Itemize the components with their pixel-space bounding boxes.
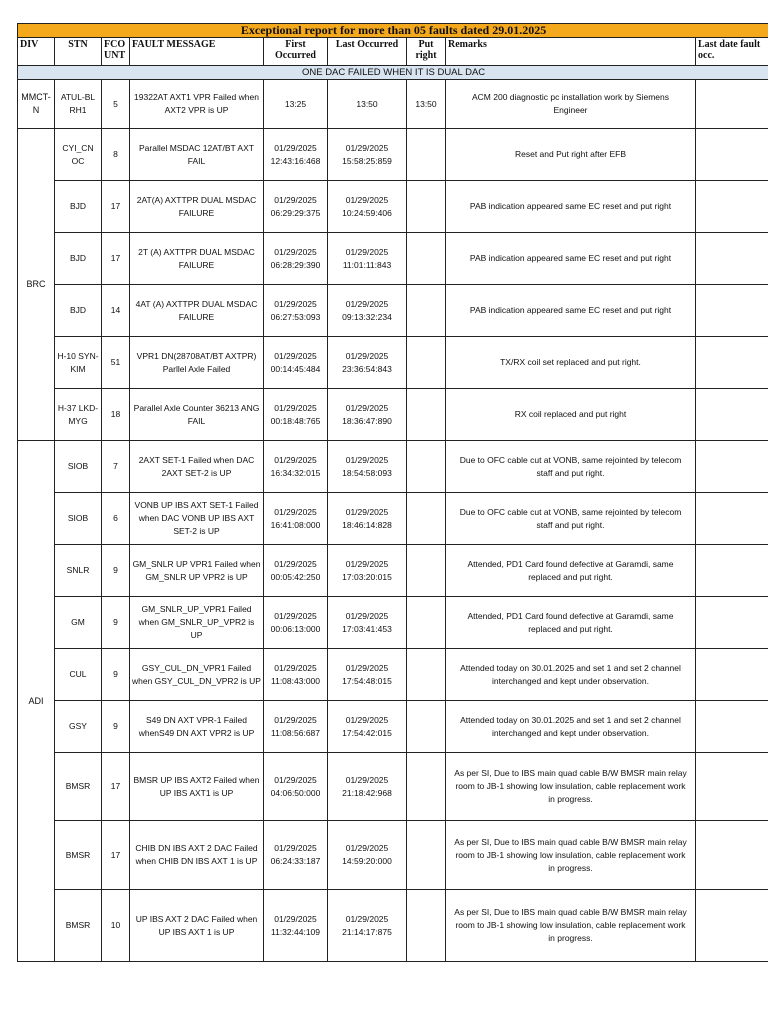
report-title-row: [18, 24, 768, 38]
fault-row: [18, 545, 768, 597]
station-cell: SIOB: [55, 493, 102, 545]
fault-row: [18, 337, 768, 389]
station-cell: CUL: [55, 649, 102, 701]
fco-unit-cell: 9: [102, 701, 130, 753]
fault-message-cell: CHIB DN IBS AXT 2 DAC Failed when CHIB DN IBS AXT 1 is UP: [130, 821, 264, 890]
first-occurred-cell: 01/29/2025 11:08:56:687: [264, 701, 328, 753]
last-occurred-cell: 01/29/2025 14:59:20:000: [328, 821, 407, 890]
put-right-cell: [407, 753, 446, 821]
fault-row: [18, 890, 768, 962]
last-occurred-cell: 01/29/2025 15:58:25:859: [328, 129, 407, 181]
last-occurred-cell: 01/29/2025 18:46:14:828: [328, 493, 407, 545]
remarks-cell: Attended today on 30.01.2025 and set 1 and set 2 channel interchanged and kept under observation.: [446, 701, 696, 753]
fco-unit-cell: 8: [102, 129, 130, 181]
remarks-cell: As per SI, Due to IBS main quad cable B/W BMSR main relay room to JB-1 showing low insulation, cable replacement work in progress.: [446, 753, 696, 821]
remarks-cell: As per SI, Due to IBS main quad cable B/W BMSR main relay room to JB-1 showing low insulation, cable replacement work in progress.: [446, 821, 696, 890]
remarks-cell: Due to OFC cable cut at VONB, same rejointed by telecom staff and put right.: [446, 441, 696, 493]
put-right-cell: [407, 890, 446, 962]
fault-row: [18, 389, 768, 441]
fault-message-cell: 4AT (A) AXTTPR DUAL MSDAC FAILURE: [130, 285, 264, 337]
last-date-cell: [696, 493, 768, 545]
last-date-cell: [696, 597, 768, 649]
last-date-cell: [696, 545, 768, 597]
fault-row: [18, 701, 768, 753]
fco-unit-cell: 9: [102, 597, 130, 649]
fault-row: [18, 493, 768, 545]
fault-row: [18, 649, 768, 701]
first-occurred-cell: 01/29/2025 06:27:53:093: [264, 285, 328, 337]
last-date-cell: [696, 649, 768, 701]
first-occurred-cell: 01/29/2025 00:18:48:765: [264, 389, 328, 441]
fco-unit-cell: 17: [102, 233, 130, 285]
header-fco-unt: FCO UNT: [102, 38, 130, 66]
header-stn: STN: [55, 38, 102, 66]
header-fault-message: FAULT MESSAGE: [130, 38, 264, 66]
last-occurred-cell: 01/29/2025 18:54:58:093: [328, 441, 407, 493]
fco-unit-cell: 17: [102, 821, 130, 890]
last-occurred-cell: 01/29/2025 17:03:20:015: [328, 545, 407, 597]
remarks-cell: RX coil replaced and put right: [446, 389, 696, 441]
fco-unit-cell: 17: [102, 753, 130, 821]
fco-unit-cell: 51: [102, 337, 130, 389]
remarks-cell: ACM 200 diagnostic pc installation work by Siemens Engineer: [446, 80, 696, 129]
last-occurred-cell: 01/29/2025 17:54:48:015: [328, 649, 407, 701]
fault-row: [18, 597, 768, 649]
division-cell: MMCT-N: [18, 80, 55, 129]
header-last-occurred: Last Occurred: [328, 38, 407, 66]
first-occurred-cell: 01/29/2025 00:14:45:484: [264, 337, 328, 389]
last-occurred-cell: 01/29/2025 10:24:59:406: [328, 181, 407, 233]
put-right-cell: [407, 389, 446, 441]
fco-unit-cell: 10: [102, 890, 130, 962]
remarks-cell: PAB indication appeared same EC reset and put right: [446, 285, 696, 337]
last-occurred-cell: 01/29/2025 17:54:42:015: [328, 701, 407, 753]
first-occurred-cell: 01/29/2025 00:05:42:250: [264, 545, 328, 597]
remarks-cell: Attended today on 30.01.2025 and set 1 and set 2 channel interchanged and kept under observation.: [446, 649, 696, 701]
last-date-cell: [696, 890, 768, 962]
fault-message-cell: S49 DN AXT VPR-1 Failed whenS49 DN AXT VPR2 is UP: [130, 701, 264, 753]
station-cell: BJD: [55, 181, 102, 233]
fault-message-cell: GM_SNLR_UP_VPR1 Failed when GM_SNLR_UP_VPR2 is UP: [130, 597, 264, 649]
header-div: DIV: [18, 38, 55, 66]
header-last-date-fault: Last date fault occ.: [696, 38, 768, 66]
first-occurred-cell: 01/29/2025 00:06:13:000: [264, 597, 328, 649]
fault-message-cell: BMSR UP IBS AXT2 Failed when UP IBS AXT1 is UP: [130, 753, 264, 821]
subheader-row: [18, 66, 768, 80]
fco-unit-cell: 17: [102, 181, 130, 233]
first-occurred-cell: 01/29/2025 06:28:29:390: [264, 233, 328, 285]
fault-message-cell: VPR1 DN(28708AT/BT AXTPR) Parllel Axle Failed: [130, 337, 264, 389]
last-date-cell: [696, 701, 768, 753]
last-occurred-cell: 01/29/2025 11:01:11:843: [328, 233, 407, 285]
first-occurred-cell: 01/29/2025 06:29:29:375: [264, 181, 328, 233]
fault-message-cell: UP IBS AXT 2 DAC Failed when UP IBS AXT 1 is UP: [130, 890, 264, 962]
put-right-cell: [407, 649, 446, 701]
fault-message-cell: 2T (A) AXTTPR DUAL MSDAC FAILURE: [130, 233, 264, 285]
report-title: Exceptional report for more than 05 faults dated 29.01.2025: [18, 24, 768, 38]
last-date-cell: [696, 181, 768, 233]
last-date-cell: [696, 285, 768, 337]
first-occurred-cell: 01/29/2025 04:06:50:000: [264, 753, 328, 821]
put-right-cell: [407, 545, 446, 597]
first-occurred-cell: 01/29/2025 16:34:32:015: [264, 441, 328, 493]
last-date-cell: [696, 129, 768, 181]
header-put-right: Put right: [407, 38, 446, 66]
header-row: [18, 38, 768, 66]
last-occurred-cell: 01/29/2025 21:14:17:875: [328, 890, 407, 962]
fault-report-table: [17, 23, 768, 962]
station-cell: H-10 SYN-KIM: [55, 337, 102, 389]
subheader-text: ONE DAC FAILED WHEN IT IS DUAL DAC: [18, 66, 768, 80]
last-date-cell: [696, 441, 768, 493]
fco-unit-cell: 18: [102, 389, 130, 441]
station-cell: ATUL-BL RH1: [55, 80, 102, 129]
first-occurred-cell: 01/29/2025 06:24:33:187: [264, 821, 328, 890]
last-occurred-cell: 01/29/2025 09:13:32:234: [328, 285, 407, 337]
remarks-cell: As per SI, Due to IBS main quad cable B/W BMSR main relay room to JB-1 showing low insulation, cable replacement work in progress.: [446, 890, 696, 962]
station-cell: GSY: [55, 701, 102, 753]
first-occurred-cell: 01/29/2025 11:08:43:000: [264, 649, 328, 701]
station-cell: BMSR: [55, 753, 102, 821]
fault-row: [18, 285, 768, 337]
remarks-cell: TX/RX coil set replaced and put right.: [446, 337, 696, 389]
remarks-cell: PAB indication appeared same EC reset and put right: [446, 181, 696, 233]
last-date-cell: [696, 753, 768, 821]
put-right-cell: [407, 285, 446, 337]
station-cell: SIOB: [55, 441, 102, 493]
last-date-cell: [696, 821, 768, 890]
put-right-cell: [407, 129, 446, 181]
fault-message-cell: GM_SNLR UP VPR1 Failed when GM_SNLR UP VPR2 is UP: [130, 545, 264, 597]
put-right-cell: 13:50: [407, 80, 446, 129]
fco-unit-cell: 9: [102, 545, 130, 597]
put-right-cell: [407, 441, 446, 493]
remarks-cell: PAB indication appeared same EC reset and put right: [446, 233, 696, 285]
remarks-cell: Attended, PD1 Card found defective at Garamdi, same replaced and put right.: [446, 597, 696, 649]
put-right-cell: [407, 181, 446, 233]
header-remarks: Remarks: [446, 38, 696, 66]
last-occurred-cell: 01/29/2025 17:03:41:453: [328, 597, 407, 649]
last-occurred-cell: 01/29/2025 21:18:42:968: [328, 753, 407, 821]
fco-unit-cell: 9: [102, 649, 130, 701]
first-occurred-cell: 13:25: [264, 80, 328, 129]
remarks-cell: Attended, PD1 Card found defective at Garamdi, same replaced and put right.: [446, 545, 696, 597]
station-cell: CYI_CN OC: [55, 129, 102, 181]
first-occurred-cell: 01/29/2025 16:41:08:000: [264, 493, 328, 545]
last-date-cell: [696, 80, 768, 129]
station-cell: GM: [55, 597, 102, 649]
fault-row: [18, 441, 768, 493]
station-cell: H-37 LKD-MYG: [55, 389, 102, 441]
fault-row: [18, 80, 768, 129]
division-cell: BRC: [18, 129, 55, 441]
fco-unit-cell: 14: [102, 285, 130, 337]
fco-unit-cell: 7: [102, 441, 130, 493]
last-occurred-cell: 13:50: [328, 80, 407, 129]
last-date-cell: [696, 389, 768, 441]
fco-unit-cell: 5: [102, 80, 130, 129]
fault-message-cell: Parallel Axle Counter 36213 ANG FAIL: [130, 389, 264, 441]
last-occurred-cell: 01/29/2025 23:36:54:843: [328, 337, 407, 389]
last-occurred-cell: 01/29/2025 18:36:47:890: [328, 389, 407, 441]
first-occurred-cell: 01/29/2025 11:32:44:109: [264, 890, 328, 962]
division-cell: ADI: [18, 441, 55, 962]
remarks-cell: Due to OFC cable cut at VONB, same rejointed by telecom staff and put right.: [446, 493, 696, 545]
put-right-cell: [407, 821, 446, 890]
fco-unit-cell: 6: [102, 493, 130, 545]
fault-row: [18, 129, 768, 181]
fault-message-cell: Parallel MSDAC 12AT/BT AXT FAIL: [130, 129, 264, 181]
put-right-cell: [407, 233, 446, 285]
fault-row: [18, 233, 768, 285]
fault-message-cell: 2AXT SET-1 Failed when DAC 2AXT SET-2 is UP: [130, 441, 264, 493]
fault-message-cell: GSY_CUL_DN_VPR1 Failed when GSY_CUL_DN_VPR2 is UP: [130, 649, 264, 701]
station-cell: SNLR: [55, 545, 102, 597]
put-right-cell: [407, 597, 446, 649]
remarks-cell: Reset and Put right after EFB: [446, 129, 696, 181]
put-right-cell: [407, 493, 446, 545]
station-cell: BJD: [55, 233, 102, 285]
last-date-cell: [696, 337, 768, 389]
fault-row: [18, 821, 768, 890]
station-cell: BJD: [55, 285, 102, 337]
put-right-cell: [407, 337, 446, 389]
first-occurred-cell: 01/29/2025 12:43:16:468: [264, 129, 328, 181]
fault-message-cell: 19322AT AXT1 VPR Failed when AXT2 VPR is UP: [130, 80, 264, 129]
station-cell: BMSR: [55, 890, 102, 962]
fault-row: [18, 181, 768, 233]
fault-message-cell: 2AT(A) AXTTPR DUAL MSDAC FAILURE: [130, 181, 264, 233]
header-first-occurred: First Occurred: [264, 38, 328, 66]
fault-row: [18, 753, 768, 821]
fault-message-cell: VONB UP IBS AXT SET-1 Failed when DAC VONB UP IBS AXT SET-2 is UP: [130, 493, 264, 545]
last-date-cell: [696, 233, 768, 285]
put-right-cell: [407, 701, 446, 753]
station-cell: BMSR: [55, 821, 102, 890]
